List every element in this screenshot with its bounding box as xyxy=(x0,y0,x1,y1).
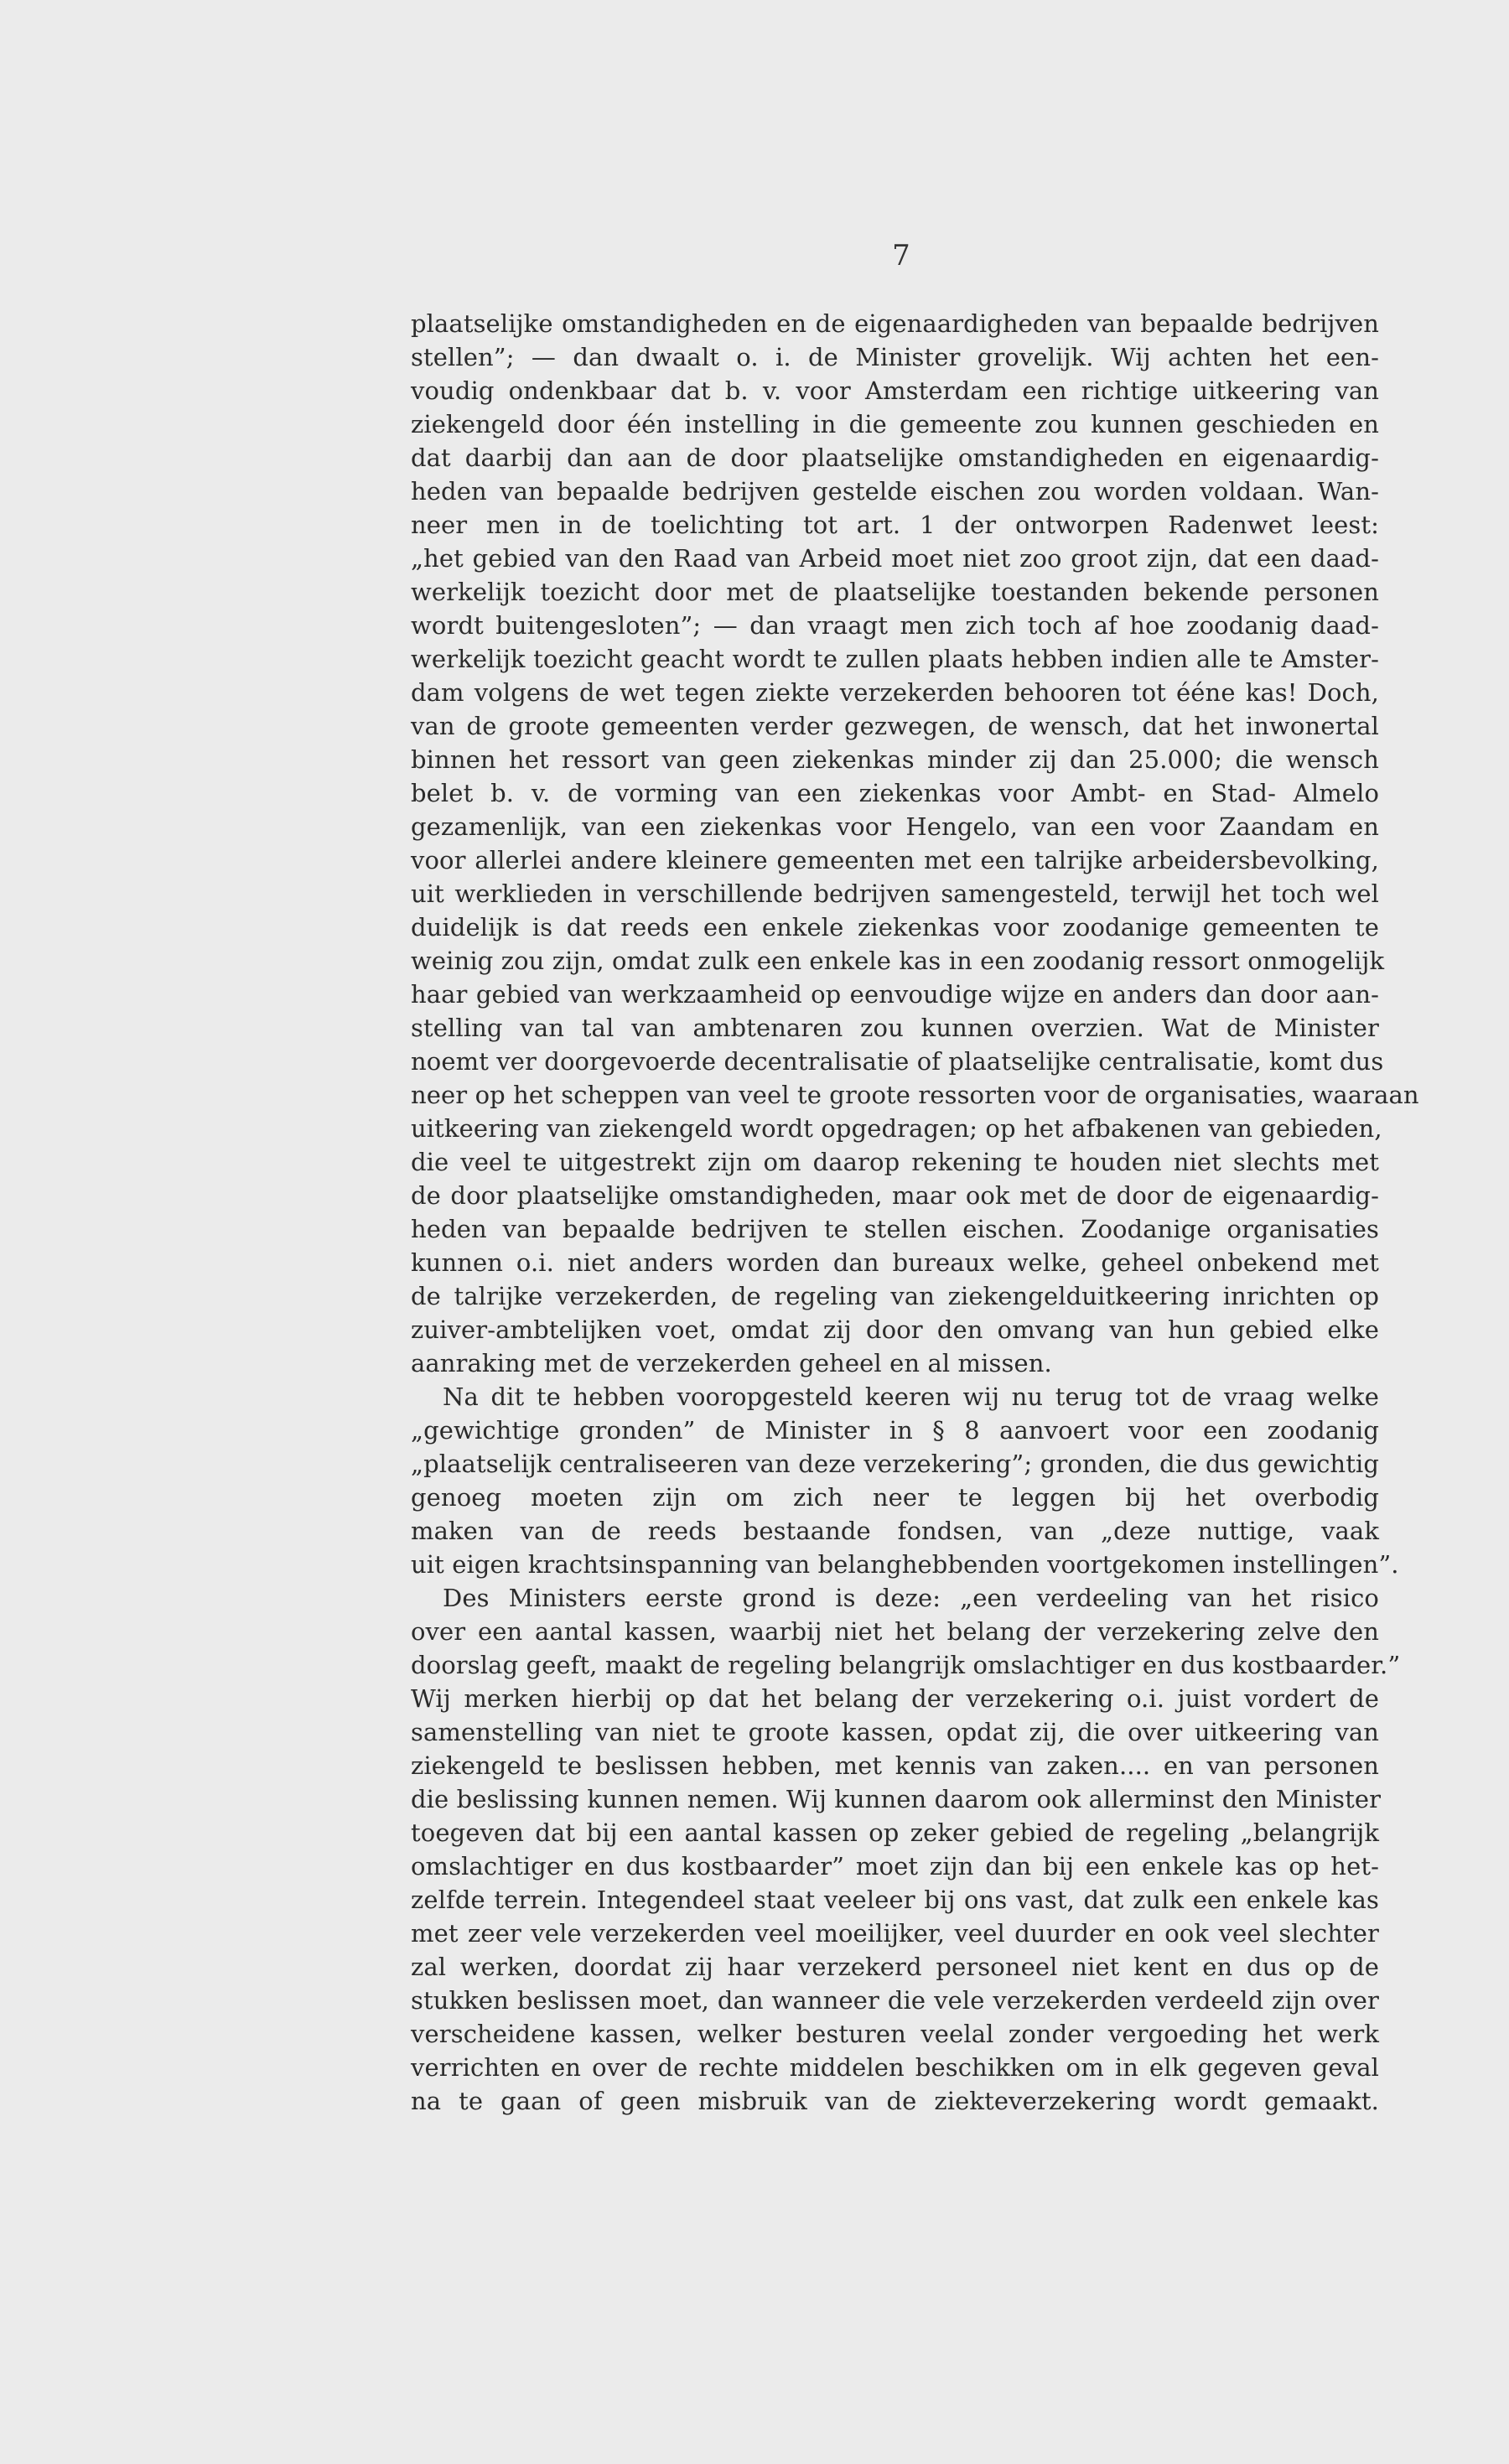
text-line: dat daarbij dan aan de door plaatselijke omstandigheden en eigenaardig- xyxy=(411,444,1379,472)
text-line: uit eigen krachtsinspanning van belanghebbenden voortgekomen instellingen”. xyxy=(411,1550,1399,1579)
text-line: „gewichtige gronden” de Minister in § 8 aanvoert voor een zoodanig xyxy=(411,1416,1379,1445)
text-line: plaatselijke omstandigheden en de eigenaardigheden van bepaalde bedrijven xyxy=(411,309,1379,338)
text-line: haar gebied van werkzaamheid op eenvoudige wijze en anders dan door aan- xyxy=(411,980,1379,1009)
text-line: de door plaatselijke omstandigheden, maar ook met de door de eigenaardig- xyxy=(411,1181,1379,1210)
text-line: neer men in de toelichting tot art. 1 der ontworpen Radenwet leest: xyxy=(411,511,1379,539)
text-line: Na dit te hebben vooropgesteld keeren wij nu terug tot de vraag welke xyxy=(443,1382,1379,1411)
text-line: binnen het ressort van geen ziekenkas minder zij dan 25.000; die wensch xyxy=(411,745,1379,774)
text-line: die veel te uitgestrekt zijn om daarop rekening te houden niet slechts met xyxy=(411,1148,1379,1176)
text-line: genoeg moeten zijn om zich neer te leggen bij het overbodig xyxy=(411,1483,1379,1512)
text-line: neer op het scheppen van veel te groote ressorten voor de organisaties, waaraan xyxy=(411,1081,1419,1109)
text-line: zelfde terrein. Integendeel staat veeleer bij ons vast, dat zulk een enkele kas xyxy=(411,1886,1379,1914)
text-line: heden van bepaalde bedrijven gestelde eischen zou worden voldaan. Wan- xyxy=(411,477,1379,506)
text-line: stelling van tal van ambtenaren zou kunnen overzien. Wat de Minister xyxy=(411,1014,1379,1042)
text-line: zuiver-ambtelijken voet, omdat zij door den omvang van hun gebied elke xyxy=(411,1315,1379,1344)
text-line: weinig zou zijn, omdat zulk een enkele kas in een zoodanig ressort onmogelijk xyxy=(411,947,1385,975)
text-line: die beslissing kunnen nemen. Wij kunnen daarom ook allerminst den Minister xyxy=(411,1785,1382,1813)
text-line: na te gaan of geen misbruik van de ziekteverzekering wordt gemaakt. xyxy=(411,2087,1379,2115)
text-line: dam volgens de wet tegen ziekte verzekerden behooren tot ééne kas! Doch, xyxy=(411,678,1379,707)
body-text xyxy=(411,307,1419,2118)
text-line: Wij merken hierbij op dat het belang der verzekering o.i. juist vordert de xyxy=(411,1684,1379,1713)
text-line: werkelijk toezicht door met de plaatselijke toestanden bekende personen xyxy=(411,578,1379,606)
text-line: ziekengeld door één instelling in die gemeente zou kunnen geschieden en xyxy=(411,410,1379,438)
text-line: over een aantal kassen, waarbij niet het belang der verzekering zelve den xyxy=(411,1617,1379,1646)
text-line: „het gebied van den Raad van Arbeid moet niet zoo groot zijn, dat een daad- xyxy=(411,544,1379,573)
text-line: verrichten en over de rechte middelen beschikken om in elk gegeven geval xyxy=(411,2053,1379,2082)
text-line: werkelijk toezicht geacht wordt te zullen plaats hebben indien alle te Amster- xyxy=(411,645,1379,673)
text-line: de talrijke verzekerden, de regeling van ziekengelduitkeering inrichten op xyxy=(411,1282,1379,1310)
text-line: uitkeering van ziekengeld wordt opgedragen; op het afbakenen van gebieden, xyxy=(411,1114,1382,1143)
text-line: kunnen o.i. niet anders worden dan bureaux welke, geheel onbekend met xyxy=(411,1248,1379,1277)
text-line: van de groote gemeenten verder gezwegen, de wensch, dat het inwonertal xyxy=(411,712,1379,740)
text-line: maken van de reeds bestaande fondsen, van „deze nuttige, vaak xyxy=(411,1517,1379,1545)
text-line: met zeer vele verzekerden veel moeilijker, veel duurder en ook veel slechter xyxy=(411,1919,1379,1948)
text-line: „plaatselijk centraliseeren van deze verzekering”; gronden, die dus gewichtig xyxy=(411,1450,1379,1478)
text-line: toegeven dat bij een aantal kassen op zeker gebied de regeling „belangrijk xyxy=(411,1818,1379,1847)
text-line: verscheidene kassen, welker besturen veelal zonder vergoeding het werk xyxy=(411,2020,1379,2048)
text-line: noemt ver doorgevoerde decentralisatie of plaatselijke centralisatie, komt dus xyxy=(411,1047,1384,1076)
text-line: uit werklieden in verschillende bedrijven samengesteld, terwijl het toch wel xyxy=(411,879,1379,908)
text-line: stellen”; — dan dwaalt o. i. de Minister grovelijk. Wij achten het een- xyxy=(411,343,1379,371)
text-line: belet b. v. de vorming van een ziekenkas voor Ambt- en Stad- Almelo xyxy=(411,779,1379,807)
text-line: samenstelling van niet te groote kassen, opdat zij, die over uitkeering van xyxy=(411,1718,1379,1746)
text-line: duidelijk is dat reeds een enkele ziekenkas voor zoodanige gemeenten te xyxy=(411,913,1379,942)
text-line: aanraking met de verzekerden geheel en al missen. xyxy=(411,1349,1052,1377)
text-line: wordt buitengesloten”; — dan vraagt men zich toch af hoe zoodanig daad- xyxy=(411,611,1379,640)
text-line: stukken beslissen moet, dan wanneer die vele verzekerden verdeeld zijn over xyxy=(411,1986,1379,2015)
page-number: 7 xyxy=(892,239,910,272)
text-line: voor allerlei andere kleinere gemeenten met een talrijke arbeidersbevolking, xyxy=(411,846,1379,874)
text-line: gezamenlijk, van een ziekenkas voor Hengelo, van een voor Zaandam en xyxy=(411,812,1379,841)
text-line: zal werken, doordat zij haar verzekerd personeel niet kent en dus op de xyxy=(411,1953,1379,1981)
text-line: ziekengeld te beslissen hebben, met kennis van zaken.... en van personen xyxy=(411,1751,1379,1780)
text-line: heden van bepaalde bedrijven te stellen eischen. Zoodanige organisaties xyxy=(411,1215,1379,1243)
text-line: voudig ondenkbaar dat b. v. voor Amsterdam een richtige uitkeering van xyxy=(411,376,1379,405)
text-line: Des Ministers eerste grond is deze: „een verdeeling van het risico xyxy=(443,1584,1379,1612)
text-line: omslachtiger en dus kostbaarder” moet zijn dan bij een enkele kas op het- xyxy=(411,1852,1379,1880)
text-line: doorslag geeft, maakt de regeling belangrijk omslachtiger en dus kostbaarder.” xyxy=(411,1651,1401,1679)
